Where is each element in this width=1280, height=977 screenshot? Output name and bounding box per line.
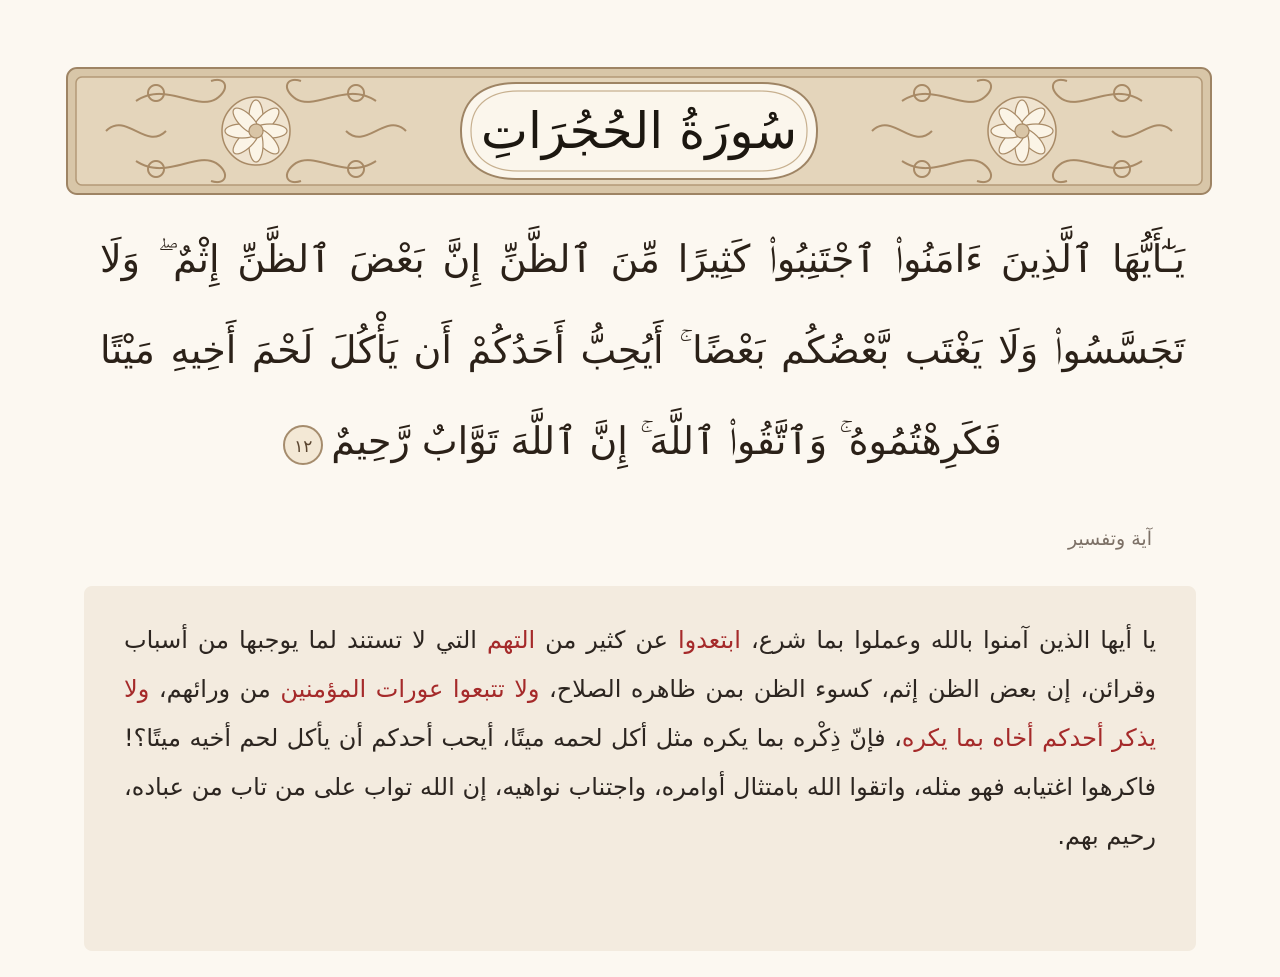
tafsir-text bbox=[124, 616, 1156, 861]
tafsir-highlight: ابتعدوا bbox=[677, 626, 741, 654]
tafsir-segment: من ورائهم، bbox=[149, 675, 281, 703]
tafsir-card bbox=[84, 586, 1196, 951]
ayah-number-marker: ١٢ bbox=[283, 425, 323, 465]
tafsir-highlight: ولا تتبعوا عورات المؤمنين bbox=[280, 675, 540, 703]
tafsir-segment: يا أيها الذين آمنوا بالله وعملوا بما شرع، bbox=[740, 626, 1156, 654]
tafsir-highlight: التهم bbox=[486, 626, 536, 654]
tafsir-segment: ، فإنّ ذِكْره بما يكره مثل أكل لحمه ميتًا، أيحب أحدكم أن يأكل لحم أخيه ميتًا؟! فاكرهوا اغتيابه فهو مثله، واتقوا الله بامتثال أوامره، واجتناب نواهيه، إن الله تواب على من تاب من عباده، رحيم بهم. bbox=[124, 724, 1156, 850]
verse-text: يَـٰٓأَيُّهَا ٱلَّذِينَ ءَامَنُوا۟ ٱجْتَنِبُوا۟ كَثِيرًا مِّنَ ٱلظَّنِّ إِنَّ بَعْضَ ٱلظَّنِّ إِثْمٌ ۖ وَلَا تَجَسَّسُوا۟ وَلَا يَغْتَب بَّعْضُكُم بَعْضًا ۚ أَيُحِبُّ أَحَدُكُمْ أَن يَأْكُلَ لَحْمَ أَخِيهِ مَيْتًا فَكَرِهْتُمُوهُ ۚ وَٱتَّقُوا۟ ٱللَّهَ ۚ إِنَّ ٱللَّهَ تَوَّابٌ رَّحِيمٌ bbox=[100, 237, 1185, 463]
tafsir-segment: عن كثير من bbox=[535, 626, 678, 654]
quran-verse bbox=[100, 214, 1185, 487]
section-label: آية وتفسير bbox=[1067, 528, 1152, 550]
surah-header-banner bbox=[66, 67, 1212, 195]
tafsir-segment: التي لا تستند لما يوجبها من أسباب وقرائن، إن بعض الظن إثم، كسوء الظن بمن ظاهره الصلاح، bbox=[124, 626, 1157, 703]
tafsir-highlight: ولا يذكر أحدكم أخاه بما يكره bbox=[124, 675, 1156, 752]
surah-title: سُورَةُ الحُجُرَاتِ bbox=[480, 102, 798, 160]
